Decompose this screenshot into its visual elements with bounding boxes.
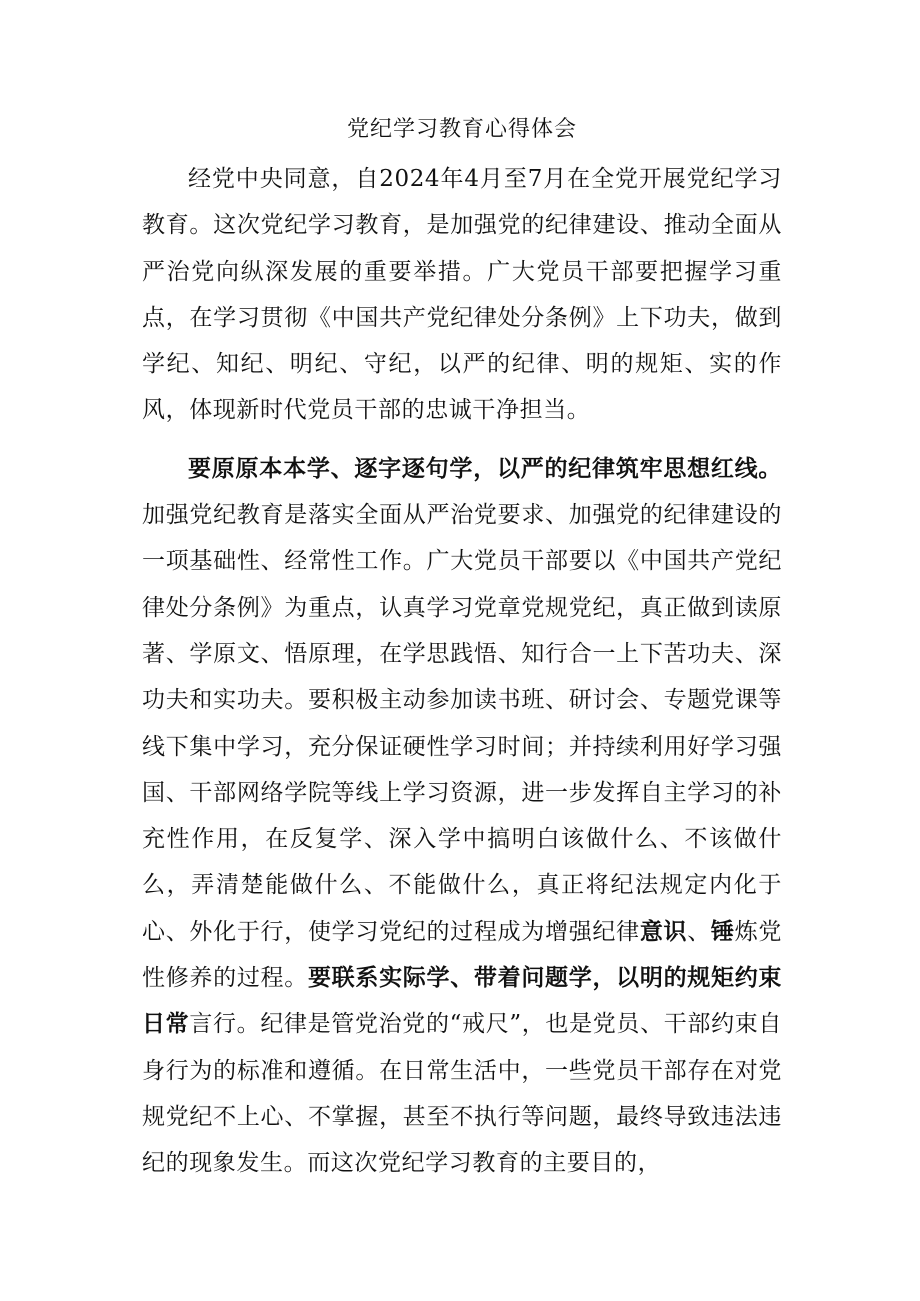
bold-phrase: 锤: [710, 917, 735, 945]
paragraph-text: 炼党性修养的过程。: [142, 918, 783, 992]
bold-phrase: 意识: [639, 917, 688, 945]
section-heading-study-original: 要原原本本学、逐字逐句学，以严的纪律筑牢思想红线。: [188, 454, 782, 482]
paragraph-text: 、: [687, 918, 711, 945]
paragraph-text: 加强党纪教育是落实全面从严治党要求、加强党的纪律建设的一项基础性、经常性工作。广大党员干部要以《中国共产党纪律处分条例》为重点，认真学习党章党规党纪，真正做到读原著、学原文、悟原理，在学思践悟、知行合一上下苦功夫、深功夫和实功夫。要积极主动参加读书班、研讨会、专题党课等线下集中学习，充分保证硬性学习时间；并持续利用好学习强国、干部网络学院等线上学习资源，进一步发挥自主学习的补充性作用，在反复学、深入学中搞明白该做什么、不该做什么，弄清楚能做什么、不能做什么，真正将纪法规定内化于心、外化于行，使学习党纪的过程成为增强纪律: [142, 502, 782, 945]
paragraph-text: 言行。纪律是管党治党的“戒尺”，也是党员、干部约束自身行为的标准和遵循。在日常生活中，一些党员干部存在对党规党纪不上心、不掌握，甚至不执行等问题，最终导致违法违纪的现象发生。而这次党纪学习教育的主要目的，: [142, 1011, 782, 1177]
paragraph-intro: 经党中央同意，自2024年4月至7月在全党开展党纪学习教育。这次党纪学习教育，是加强党的纪律建设、推动全面从严治党向纵深发展的重要举措。广大党员干部要把握学习重点，在学习贯彻《中国共产党纪律处分条例》上下功夫，做到学纪、知纪、明纪、守纪，以严的纪律、明的规矩、实的作风，体现新时代党员干部的忠诚干净担当。: [142, 166, 782, 424]
section-heading-study-practice: 要联系实际学、带着问题学，以明的规矩约束日常: [142, 964, 782, 1038]
document-body: [142, 112, 782, 1187]
paragraph-study-requirements: [142, 446, 782, 1187]
document-title: 党纪学习教育心得体会: [346, 117, 577, 142]
